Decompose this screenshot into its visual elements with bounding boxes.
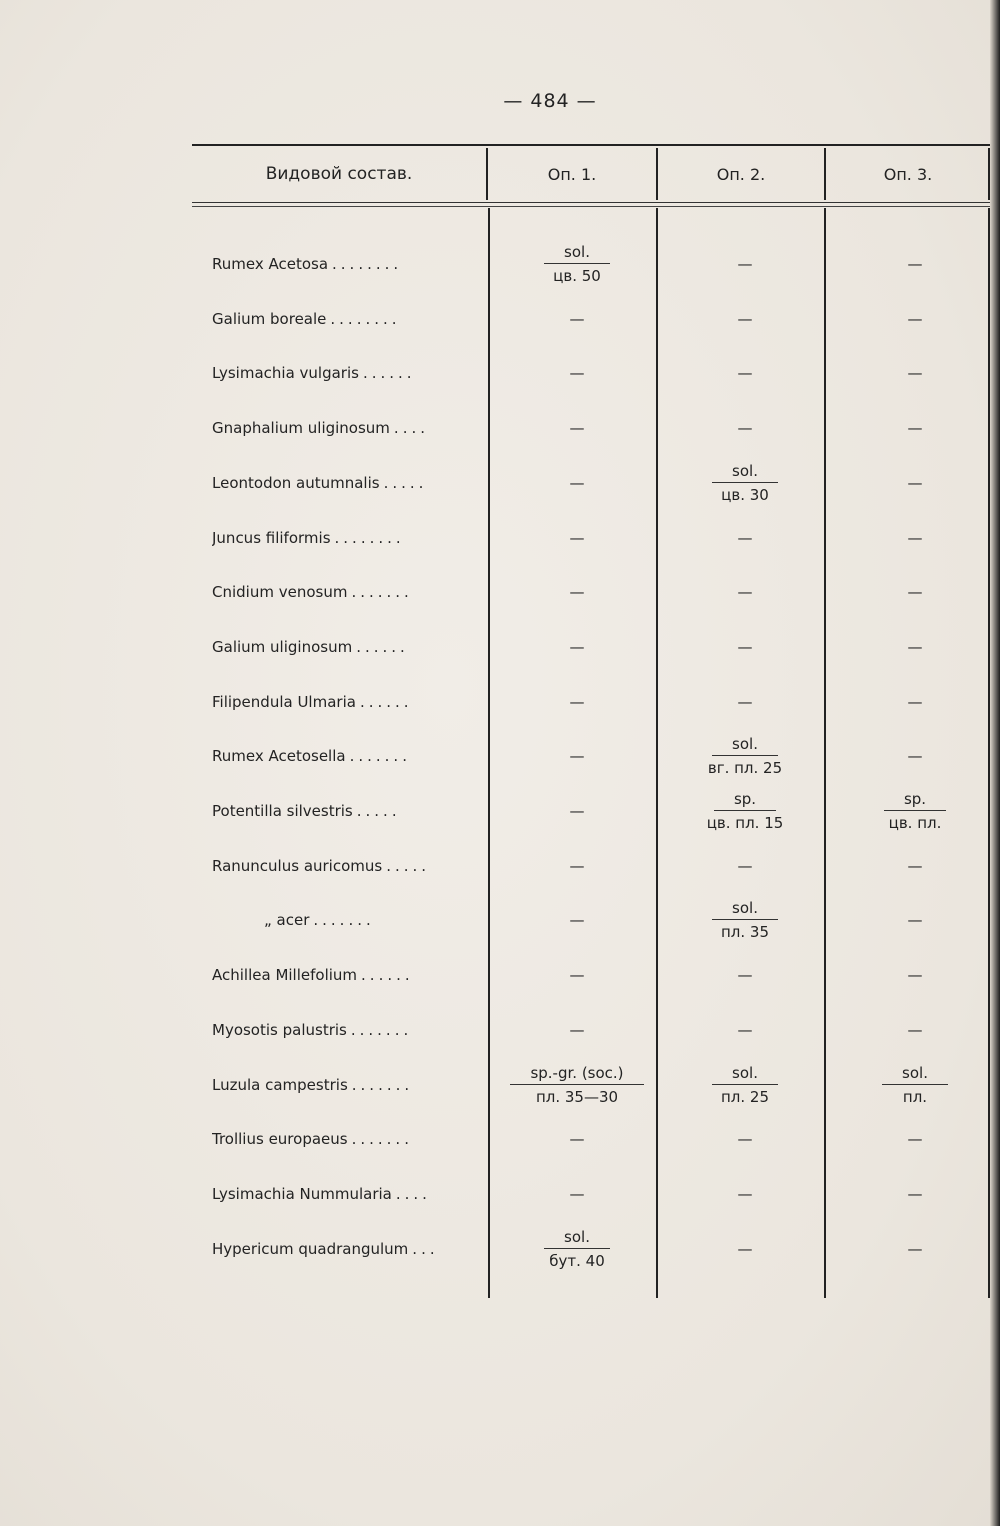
op3-value: — <box>907 856 923 875</box>
species-name: Cnidium venosum <box>212 583 348 602</box>
op1-phase: бут. 40 <box>549 1251 605 1270</box>
table-row <box>0 1003 1000 1057</box>
table-top-rule <box>192 144 990 146</box>
op2-value: — <box>737 528 753 547</box>
species-name: Leontodon autumnalis <box>212 473 380 492</box>
op1-value: — <box>569 528 585 547</box>
op1-cell <box>502 456 652 510</box>
op2-abundance: sol. <box>712 735 778 756</box>
op2-cell <box>670 346 820 400</box>
dot-leader: ..... <box>383 473 428 492</box>
op2-cell <box>670 565 820 619</box>
header-op3: Оп. 3. <box>883 164 933 184</box>
op2-fraction <box>712 1064 778 1106</box>
op1-cell <box>502 237 652 291</box>
table-row <box>0 1222 1000 1276</box>
op2-cell <box>670 893 820 947</box>
op2-cell <box>670 1112 820 1166</box>
species-name-cell <box>212 784 488 838</box>
op3-cell <box>840 237 990 291</box>
op1-value: — <box>569 966 585 985</box>
table-row <box>0 839 1000 893</box>
op2-cell <box>670 620 820 674</box>
dot-leader: ....... <box>349 747 411 766</box>
species-name-cell <box>212 565 488 619</box>
op1-phase: пл. 35—30 <box>535 1087 619 1106</box>
op3-cell <box>840 1222 990 1276</box>
dot-leader: ..... <box>356 802 401 820</box>
op2-value: — <box>737 419 753 438</box>
op3-value: — <box>907 1020 923 1039</box>
table-row <box>0 675 1000 729</box>
op1-cell <box>502 620 652 674</box>
header-divider-4 <box>988 148 990 200</box>
table-row <box>0 401 1000 455</box>
dot-leader: ...... <box>356 637 409 656</box>
op2-value: — <box>737 364 753 383</box>
dot-leader: .... <box>393 419 429 438</box>
op2-cell <box>670 511 820 565</box>
op1-value: — <box>569 473 585 492</box>
op2-value: — <box>737 637 753 656</box>
op2-abundance: sp. <box>714 790 776 811</box>
op3-value: — <box>907 966 923 985</box>
op2-phase: цв. пл. 15 <box>706 814 784 832</box>
dot-leader: ...... <box>359 692 413 711</box>
species-name-cell <box>212 401 488 455</box>
op1-cell <box>502 1167 652 1221</box>
op1-fraction <box>510 1064 643 1106</box>
op2-cell <box>670 675 820 729</box>
species-name-cell <box>212 237 488 291</box>
op1-cell <box>502 1222 652 1276</box>
op3-cell <box>840 1003 990 1057</box>
table-row <box>0 456 1000 510</box>
header-op1: Оп. 1. <box>547 164 597 184</box>
dot-leader: ...... <box>361 966 414 985</box>
op2-fraction <box>712 899 778 941</box>
op1-cell <box>502 839 652 893</box>
header-bottom-rule <box>192 202 990 203</box>
op1-value: — <box>569 1130 585 1149</box>
op2-cell <box>670 292 820 346</box>
species-name-cell <box>212 511 488 565</box>
op1-fraction <box>544 243 610 285</box>
op3-cell <box>840 292 990 346</box>
table-row <box>0 893 1000 947</box>
dot-leader: ...... <box>362 364 416 383</box>
op1-cell <box>502 948 652 1002</box>
op1-phase: цв. 50 <box>553 267 601 285</box>
dot-leader: ..... <box>386 856 431 875</box>
table-row <box>0 1058 1000 1112</box>
header-divider-1 <box>486 148 488 200</box>
species-name: Ranunculus auricomus <box>212 856 383 875</box>
table-row <box>0 565 1000 619</box>
dot-leader: ....... <box>351 1075 414 1094</box>
op3-cell <box>840 839 990 893</box>
op2-value: — <box>737 1239 753 1258</box>
table-row <box>0 292 1000 346</box>
op3-cell <box>840 456 990 510</box>
op2-fraction <box>712 462 778 504</box>
op3-phase: пл. <box>902 1087 928 1106</box>
op1-cell <box>502 1058 652 1112</box>
op2-cell <box>670 1222 820 1276</box>
op3-value: — <box>907 583 923 602</box>
op3-value: — <box>907 1130 923 1149</box>
species-name: Luzula campestris <box>212 1075 348 1094</box>
dot-leader: .... <box>395 1184 431 1203</box>
op3-cell <box>840 401 990 455</box>
op3-value: — <box>907 528 923 547</box>
species-name-cell <box>212 1003 488 1057</box>
species-name-cell <box>212 1222 488 1276</box>
op1-cell <box>502 346 652 400</box>
table-row <box>0 948 1000 1002</box>
op3-cell <box>840 565 990 619</box>
op3-cell <box>840 1167 990 1221</box>
op1-value: — <box>569 419 585 438</box>
species-name: Myosotis palustris <box>212 1020 347 1039</box>
page-number: — 484 — <box>503 90 597 112</box>
dot-leader: ........ <box>334 528 405 547</box>
species-name-cell <box>212 839 488 893</box>
species-name: Galium boreale <box>212 309 327 328</box>
op3-value: — <box>907 364 923 383</box>
dot-leader: ........ <box>332 255 403 273</box>
op2-phase: пл. 25 <box>720 1087 770 1106</box>
op2-cell <box>670 839 820 893</box>
op2-value: — <box>737 255 753 273</box>
op1-cell <box>502 292 652 346</box>
op1-cell <box>502 401 652 455</box>
species-name: Galium uliginosum <box>212 637 353 656</box>
op2-value: — <box>737 309 753 328</box>
dot-leader: ....... <box>313 911 375 930</box>
table-row <box>0 729 1000 783</box>
species-name: Juncus filiformis <box>212 528 331 547</box>
op1-value: — <box>569 802 585 820</box>
op2-abundance: sol. <box>712 1064 778 1085</box>
op1-cell <box>502 893 652 947</box>
op2-value: — <box>737 692 753 711</box>
dot-leader: ....... <box>351 1130 413 1149</box>
species-name: Gnaphalium uliginosum <box>212 419 390 438</box>
op2-value: — <box>737 1130 753 1149</box>
table-row <box>0 237 1000 291</box>
dot-leader: ... <box>412 1239 439 1258</box>
op3-cell <box>840 1058 990 1112</box>
species-name: Rumex Acetosa <box>212 255 329 273</box>
op1-value: — <box>569 692 585 711</box>
op3-cell <box>840 1112 990 1166</box>
species-name-cell <box>212 456 488 510</box>
op2-phase: вг. пл. 25 <box>707 759 783 778</box>
op1-value: — <box>569 364 585 383</box>
table-row <box>0 784 1000 838</box>
species-name: Trollius europaeus <box>212 1130 348 1149</box>
dot-leader: ........ <box>330 309 401 328</box>
op1-abundance: sp.-gr. (soc.) <box>510 1064 643 1085</box>
op1-value: — <box>569 309 585 328</box>
op2-value: — <box>737 583 753 602</box>
op1-cell <box>502 1112 652 1166</box>
op1-value: — <box>569 583 585 602</box>
op1-cell <box>502 1003 652 1057</box>
op1-value: — <box>569 856 585 875</box>
op2-cell <box>670 729 820 783</box>
op3-value: — <box>907 637 923 656</box>
table-row <box>0 1167 1000 1221</box>
op1-value: — <box>569 1020 585 1039</box>
species-name: Rumex Acetosella <box>212 747 346 766</box>
species-name-cell <box>212 620 488 674</box>
op2-value: — <box>737 1184 753 1203</box>
op2-phase: цв. 30 <box>721 485 769 504</box>
species-name-cell <box>212 948 488 1002</box>
species-name: „ acer <box>264 911 310 930</box>
op1-value: — <box>569 1184 585 1203</box>
op2-cell <box>670 1167 820 1221</box>
op3-value: — <box>907 1239 923 1258</box>
op1-cell <box>502 784 652 838</box>
op1-value: — <box>569 911 585 930</box>
op1-fraction <box>544 1228 610 1270</box>
header-op2: Оп. 2. <box>716 164 766 184</box>
species-name-cell <box>212 346 488 400</box>
op1-cell <box>502 729 652 783</box>
species-name-cell <box>212 1167 488 1221</box>
op3-cell <box>840 784 990 838</box>
op3-value: — <box>907 473 923 492</box>
op3-value: — <box>907 309 923 328</box>
species-name: Achillea Millefolium <box>212 966 358 985</box>
species-name-cell <box>212 1058 488 1112</box>
op1-abundance: sol. <box>544 1228 610 1249</box>
op3-value: — <box>907 692 923 711</box>
op2-cell <box>670 1058 820 1112</box>
op1-value: — <box>569 747 585 766</box>
op3-abundance: sol. <box>882 1064 948 1085</box>
op2-value: — <box>737 966 753 985</box>
op2-value: — <box>737 1020 753 1039</box>
op3-abundance: sp. <box>884 790 946 811</box>
op2-fraction <box>707 790 784 832</box>
op1-cell <box>502 565 652 619</box>
species-name: Filipendula Ulmaria <box>212 692 356 711</box>
op3-cell <box>840 346 990 400</box>
species-name-cell <box>212 292 488 346</box>
op3-value: — <box>907 747 923 766</box>
op2-cell <box>670 237 820 291</box>
op1-abundance: sol. <box>544 243 610 264</box>
op3-value: — <box>907 255 923 273</box>
op2-cell <box>670 401 820 455</box>
op3-cell <box>840 948 990 1002</box>
dot-leader: ....... <box>350 1020 413 1039</box>
op1-cell <box>502 511 652 565</box>
op3-cell <box>840 893 990 947</box>
species-name: Lysimachia vulgaris <box>212 364 359 383</box>
header-species: Видовой состав. <box>265 164 413 184</box>
header-divider-3 <box>824 148 826 200</box>
table-row <box>0 1112 1000 1166</box>
op2-cell <box>670 948 820 1002</box>
op2-fraction <box>708 735 782 777</box>
op3-cell <box>840 729 990 783</box>
op2-abundance: sol. <box>712 462 778 483</box>
header-bottom-rule-double <box>192 206 990 207</box>
table-row <box>0 620 1000 674</box>
op3-cell <box>840 620 990 674</box>
op3-value: — <box>907 911 923 930</box>
op3-phase: цв. пл. <box>888 814 942 832</box>
op2-cell <box>670 784 820 838</box>
op3-fraction <box>882 1064 948 1106</box>
species-name: Potentilla silvestris <box>212 802 353 820</box>
species-name-cell <box>212 1112 488 1166</box>
op2-cell <box>670 456 820 510</box>
op2-abundance: sol. <box>712 899 778 920</box>
species-name-cell <box>212 893 488 947</box>
op2-value: — <box>737 856 753 875</box>
op1-value: — <box>569 637 585 656</box>
table-row <box>0 346 1000 400</box>
op2-phase: пл. 35 <box>720 923 770 942</box>
op2-cell <box>670 1003 820 1057</box>
op3-cell <box>840 511 990 565</box>
species-name: Hypericum quadrangulum <box>212 1239 409 1258</box>
op3-fraction <box>884 790 946 832</box>
op3-value: — <box>907 1184 923 1203</box>
op3-value: — <box>907 419 923 438</box>
species-name-cell <box>212 675 488 729</box>
op1-cell <box>502 675 652 729</box>
header-divider-2 <box>656 148 658 200</box>
species-name-cell <box>212 729 488 783</box>
op3-cell <box>840 675 990 729</box>
species-name: Lysimachia Nummularia <box>212 1184 392 1203</box>
dot-leader: ....... <box>351 583 413 602</box>
table-row <box>0 511 1000 565</box>
